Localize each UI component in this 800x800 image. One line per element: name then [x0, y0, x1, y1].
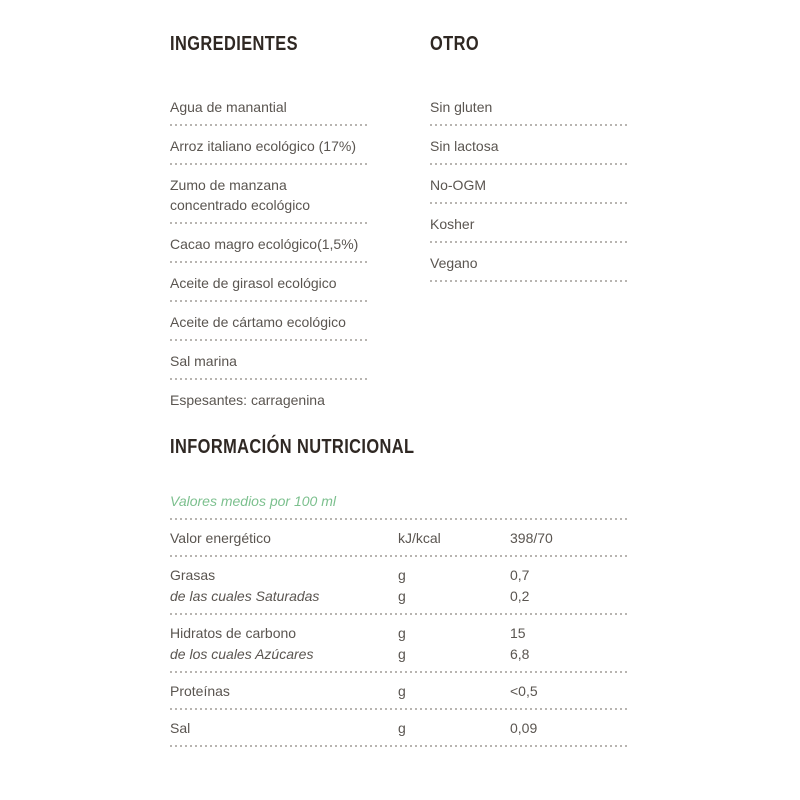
- nutrient-unit: kJ/kcal: [398, 530, 441, 546]
- nutrition-line: [170, 644, 628, 665]
- nutrition-line: [170, 565, 628, 586]
- list-item: [170, 390, 367, 410]
- list-item: [170, 351, 367, 380]
- dotted-separator: [430, 202, 628, 204]
- list-item-label: Arroz italiano ecológico (17%): [170, 138, 356, 154]
- list-item-label: Sin lactosa: [430, 138, 499, 154]
- list-item: [170, 175, 367, 224]
- nutrient-unit: g: [398, 683, 406, 699]
- nutrient-unit: g: [398, 720, 406, 736]
- list-item: [170, 273, 367, 302]
- other-section: [430, 33, 628, 410]
- nutrient-label: de las cuales Saturadas: [170, 588, 320, 604]
- list-item-label: Aceite de girasol ecológico: [170, 275, 337, 291]
- dotted-separator: [430, 124, 628, 126]
- list-item: [170, 234, 367, 263]
- list-item-label: Sin gluten: [430, 99, 493, 115]
- list-item: [170, 97, 367, 126]
- nutrition-row: [170, 557, 628, 613]
- nutrition-line: [170, 681, 628, 702]
- list-item-label: Sal marina: [170, 353, 237, 369]
- nutrient-value: 6,8: [510, 646, 530, 662]
- nutrient-unit: g: [398, 588, 406, 604]
- list-item: [430, 214, 628, 243]
- nutrition-row: [170, 710, 628, 745]
- nutrient-value: 0,2: [510, 588, 530, 604]
- dotted-separator: [170, 222, 367, 224]
- list-item: [430, 136, 628, 165]
- nutrition-row: [170, 520, 628, 555]
- nutrient-label: Sal: [170, 720, 191, 736]
- nutrition-title: INFORMACIÓN NUTRICIONAL: [170, 436, 415, 458]
- nutrient-label: Grasas: [170, 567, 216, 583]
- nutrition-line: [170, 718, 628, 739]
- list-item: [430, 175, 628, 204]
- list-item-label: Zumo de manzana concentrado ecológico: [170, 177, 311, 213]
- list-item-label: Vegano: [430, 255, 478, 271]
- nutrient-value: <0,5: [510, 683, 538, 699]
- nutrient-value: 0,7: [510, 567, 530, 583]
- nutrient-unit: g: [398, 567, 406, 583]
- ingredients-section: [170, 33, 367, 410]
- nutrient-label: Proteínas: [170, 683, 230, 699]
- nutrient-value: 15: [510, 625, 526, 641]
- ingredients-list: [170, 97, 367, 410]
- nutrition-table: [170, 518, 628, 747]
- nutrition-subtitle: Valores medios por 100 ml: [170, 493, 337, 509]
- nutrition-line: [170, 623, 628, 644]
- list-item: [430, 253, 628, 282]
- list-item: [170, 136, 367, 165]
- nutrition-section: [170, 436, 628, 747]
- page-content: [170, 33, 628, 747]
- nutrition-row: [170, 673, 628, 708]
- dotted-separator: [170, 339, 367, 341]
- nutrient-label: Hidratos de carbono: [170, 625, 297, 641]
- nutrient-unit: g: [398, 646, 406, 662]
- nutrition-line: [170, 528, 628, 549]
- list-item-label: Kosher: [430, 216, 475, 232]
- list-item-label: Aceite de cártamo ecológico: [170, 314, 346, 330]
- dotted-separator: [430, 280, 628, 282]
- nutrient-label: de los cuales Azúcares: [170, 646, 314, 662]
- top-columns: [170, 33, 628, 410]
- nutrition-row: [170, 615, 628, 671]
- dotted-separator: [170, 163, 367, 165]
- list-item: [170, 312, 367, 341]
- nutrition-line: [170, 586, 628, 607]
- dotted-separator: [170, 745, 628, 747]
- nutrient-value: 0,09: [510, 720, 538, 736]
- other-title: OTRO: [430, 33, 480, 55]
- list-item: [430, 97, 628, 126]
- dotted-separator: [170, 300, 367, 302]
- nutrient-value: 398/70: [510, 530, 553, 546]
- list-item-label: Agua de manantial: [170, 99, 287, 115]
- other-list: [430, 97, 628, 282]
- list-item-label: No-OGM: [430, 177, 486, 193]
- dotted-separator: [430, 163, 628, 165]
- dotted-separator: [430, 241, 628, 243]
- ingredients-title: INGREDIENTES: [170, 33, 298, 55]
- nutrient-unit: g: [398, 625, 406, 641]
- list-item-label: Cacao magro ecológico(1,5%): [170, 236, 359, 252]
- dotted-separator: [170, 378, 367, 380]
- dotted-separator: [170, 261, 367, 263]
- nutrient-label: Valor energético: [170, 530, 271, 546]
- list-item-label: Espesantes: carragenina: [170, 392, 325, 408]
- dotted-separator: [170, 124, 367, 126]
